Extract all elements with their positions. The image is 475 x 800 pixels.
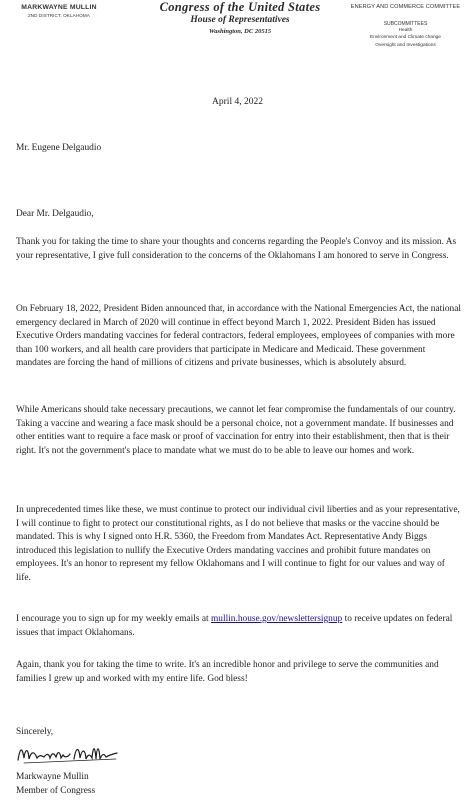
paragraph-5: [16, 613, 461, 640]
paragraph-4: In unprecedented times like these, we must continue to protect our individual civil liberties and as your representative, I will continue to fight to protect our constitutional rights, as I do not believe that masks or the vaccine should be mandated. This is why I signed onto H.R. 5360, the Freedom from Mandates Act. Representative Andy Biggs introduced this legislation to nullify the Executive Orders mandating vaccines and prohibit future mandates on employees. It's an honor to represent my fellow Oklahomans and I will continue to fight for our values and way of life.: [16, 505, 460, 583]
closing: Sincerely,: [16, 727, 54, 737]
salutation: Dear Mr. Delgaudio,: [16, 209, 94, 219]
handwritten-signature: [16, 740, 126, 768]
paragraph-5-text-end: to receive updates on federal issues that impact Oklahomans.: [16, 614, 453, 638]
paragraph-1: Thank you for taking the time to share your thoughts and concerns regarding the People's Convoy and its mission. As your representative, I give full consideration to the concerns of the Oklahomans I am honored to serve in Congress.: [16, 237, 457, 261]
newsletter-signup-link[interactable]: mullin.house.gov/newslettersignup: [211, 614, 343, 624]
subcommittees-heading: SUBCOMMITTEES: [383, 21, 428, 27]
committee-header: [338, 4, 473, 49]
washington-address: Washington, DC 20515: [208, 28, 272, 35]
signer-title: Member of Congress: [16, 786, 96, 796]
member-name: MARKWAYNE MULLIN: [21, 4, 97, 11]
subcommittee-item: Oversight and Investigations: [375, 42, 436, 48]
house-title: House of Representatives: [190, 15, 290, 25]
paragraph-5-text: I encourage you to sign up for my weekly emails at: [16, 614, 211, 624]
paragraph-2: On February 18, 2022, President Biden announced that, in accordance with the National Emergencies Act, the national emergency declared in March of 2020 will continue in effect beyond March 1, 2022. President Biden has issued Executive Orders mandating vaccines for federal contractors, federal employees, employees of companies with more than 100 workers, and all health care providers that participate in Medicare and Medicaid. These government mandates are forcing the hand of millions of citizens and private businesses, which is absolutely absurd.: [16, 304, 462, 369]
member-header: [14, 4, 104, 18]
recipient: Mr. Eugene Delgaudio: [16, 143, 102, 153]
letter-date: April 4, 2022: [212, 97, 263, 107]
committee-name: ENERGY AND COMMERCE COMMITTEE: [350, 4, 461, 10]
subcommittee-item: Health: [398, 28, 413, 33]
congress-letterhead: [140, 0, 340, 37]
congress-title: Congress of the United States: [159, 0, 321, 14]
paragraph-6: Again, thank you for taking the time to write. It's an incredible honor and privilege to serve the communities and families I grew up and worked with my entire life. God bless!: [16, 660, 439, 684]
member-district: 2ND DISTRICT, OKLAHOMA: [28, 13, 90, 18]
signer-name: Markwayne Mullin: [16, 772, 89, 782]
paragraph-3: While Americans should take necessary precautions, we cannot let fear compromise the fundamentals of our country. Taking a vaccine and wearing a face mask should be a personal choice, not a government mandate. If businesses and other entities want to require a face mask or proof of vaccination for entry into their establishment, then that is their right. It's not the government's place to mandate what we must do to be able to leave our homes and work.: [16, 405, 456, 456]
subcommittee-item: Environment and Climate change: [370, 35, 441, 41]
